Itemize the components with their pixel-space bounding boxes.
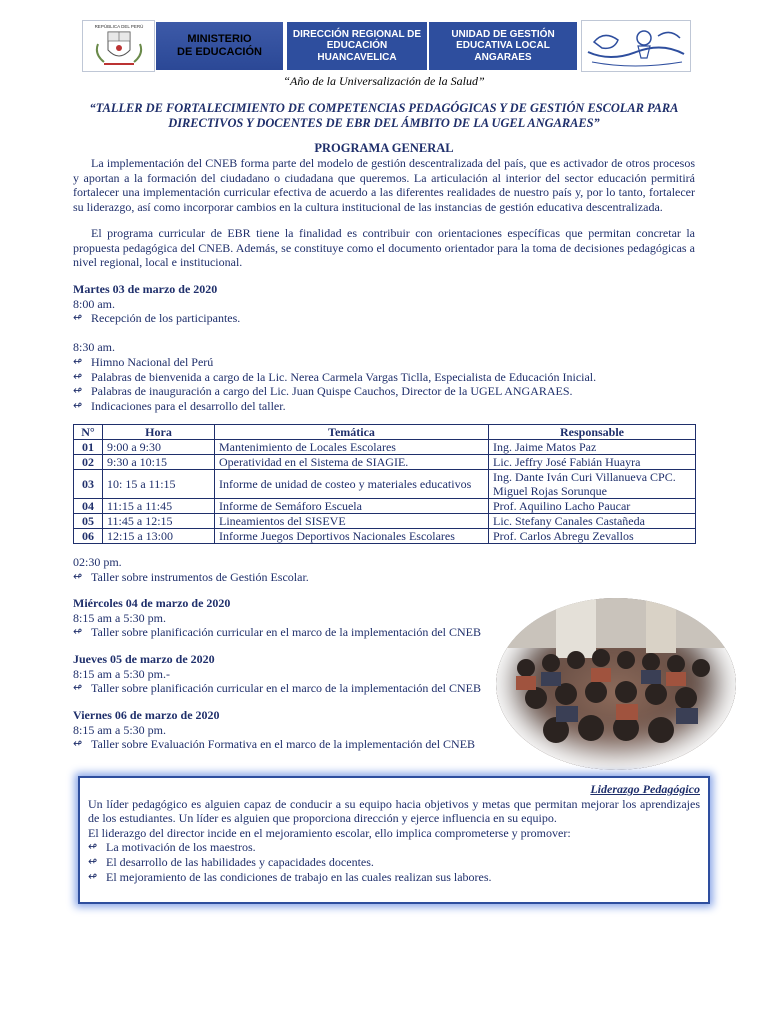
cell-responsable: Ing. Dante Iván Curi Villanueva CPC. Miguel Rojas Sorunque (489, 470, 696, 499)
cell-tematica: Operatividad en el Sistema de SIAGIE. (215, 455, 489, 470)
dre-line-1: DIRECCIÓN REGIONAL DE (292, 28, 422, 40)
arrow-bullet-icon: ↫ (73, 369, 83, 383)
day3-title: Jueves 05 de marzo de 2020 (73, 652, 215, 666)
program-heading: PROGRAMA GENERAL (314, 141, 454, 155)
list-item (73, 681, 481, 696)
list-item-text: El desarrollo de las habilidades y capacidades docentes. (106, 854, 374, 869)
intro-paragraph-1: La implementación del CNEB forma parte del modelo de gestión descentralizada del país, que es activador de otros procesos y aportan a la formación del ciudadano o ciudadana que queremos. La articulación al interior del sector educación permitirá fortalecer una implementación curricular efectiva de acuerdo a las diferentes realidades de nuestro país y, por lo tanto, fortalecer su liderazgo, así como incorporar cambios en la cultura institucional de las instancias de gestión educativa descentralizada. (73, 156, 695, 214)
list-item (88, 870, 700, 885)
list-item (73, 311, 596, 326)
arrow-bullet-icon: ↫ (73, 737, 83, 751)
list-item-text: Himno Nacional del Perú (91, 354, 214, 369)
list-item-text: Recepción de los participantes. (91, 311, 241, 326)
table-row (74, 440, 696, 455)
day4-section (73, 708, 475, 752)
list-item-text: Palabras de bienvenida a cargo de la Lic. Nerea Carmela Vargas Ticlla, Especialista de Educación Inicial. (91, 369, 597, 384)
arrow-bullet-icon: ↫ (73, 354, 83, 368)
list-item (73, 355, 596, 370)
cell-hora: 12:15 a 13:00 (103, 529, 215, 544)
cell-no: 04 (74, 499, 103, 514)
list-item-text: El mejoramiento de las condiciones de trabajo en las cuales realizan sus labores. (106, 869, 492, 884)
cell-hora: 11:45 a 12:15 (103, 514, 215, 529)
title-line-1: “TALLER DE FORTALECIMIENTO DE COMPETENCIAS PEDAGÓGICAS Y DE GESTIÓN ESCOLAR PARA (89, 101, 679, 115)
list-item-text: Taller sobre instrumentos de Gestión Escolar. (91, 569, 309, 584)
arrow-bullet-icon: ↫ (88, 869, 98, 883)
ugel-line-2: EDUCATIVA LOCAL (456, 40, 550, 52)
day3-section (73, 652, 481, 696)
table-row (74, 499, 696, 514)
cell-responsable: Ing. Jaime Matos Paz (489, 440, 696, 455)
cell-responsable: Lic. Jeffry José Fabián Huayra (489, 455, 696, 470)
list-item-text: Taller sobre planificación curricular en el marco de la implementación del CNEB (91, 625, 481, 640)
schedule-table (73, 424, 696, 544)
day1-title: Martes 03 de marzo de 2020 (73, 282, 218, 296)
day2-title: Miércoles 04 de marzo de 2020 (73, 596, 231, 610)
huancavelica-emblem-icon (581, 20, 691, 72)
day1-time-1: 8:00 am. (73, 296, 115, 311)
letterhead (82, 20, 694, 72)
leadership-text-1: Un líder pedagógico es alguien capaz de conducir a su equipo hacia objetivos y metas que permitan mejorar los aprendizajes de los estudiantes. Un líder es alguien que proporciona dirección y ejerce influencia en su equipo. (88, 796, 700, 826)
ugel-box (429, 22, 577, 70)
arrow-bullet-icon: ↫ (88, 854, 98, 868)
cell-tematica: Informe Juegos Deportivos Nacionales Escolares (215, 529, 489, 544)
arrow-bullet-icon: ↫ (73, 569, 83, 583)
peru-coat-of-arms-icon (82, 20, 155, 72)
list-item-text: La motivación de los maestros. (106, 840, 256, 855)
intro-paragraph-2: El programa curricular de EBR tiene la finalidad es contribuir con orientaciones específicas que permitan concretar la propuesta pedagógica del CNEB. Además, se constituye como el documento orientador para la toma de decisiones pedagógicas a nivel regional, local e institucional. (73, 226, 695, 270)
table-row (74, 529, 696, 544)
day1-section (73, 282, 596, 413)
arrow-bullet-icon: ↫ (73, 625, 83, 639)
day4-time: 8:15 am a 5:30 pm. (73, 722, 166, 737)
year-motto: “Año de la Universalización de la Salud” (283, 74, 485, 88)
cell-tematica: Informe de Semáforo Escuela (215, 499, 489, 514)
table-row (74, 514, 696, 529)
list-item (73, 399, 596, 414)
cell-responsable: Lic. Stefany Canales Castañeda (489, 514, 696, 529)
arrow-bullet-icon: ↫ (88, 840, 98, 854)
ministerio-line-1: MINISTERIO (187, 33, 252, 46)
arrow-bullet-icon: ↫ (73, 311, 83, 325)
day4-title: Viernes 06 de marzo de 2020 (73, 708, 220, 722)
list-item-text: Indicaciones para el desarrollo del taller. (91, 398, 286, 413)
direccion-regional-box (287, 22, 427, 70)
table-header-row (74, 425, 696, 440)
dre-line-2: EDUCACIÓN (326, 40, 388, 52)
list-item (73, 625, 481, 640)
cell-no: 06 (74, 529, 103, 544)
table-row (74, 455, 696, 470)
list-item (73, 570, 309, 585)
cell-responsable: Prof. Carlos Abregu Zevallos (489, 529, 696, 544)
col-header-tematica: Temática (215, 425, 489, 440)
col-header-no: N° (74, 425, 103, 440)
cell-hora: 9:00 a 9:30 (103, 440, 215, 455)
table-row (74, 470, 696, 499)
ugel-line-1: UNIDAD DE GESTIÓN (451, 28, 555, 40)
list-item-text: Palabras de inauguración a cargo del Lic. Juan Quispe Cauchos, Director de la UGEL ANGARAES. (91, 384, 573, 399)
day3-time: 8:15 am a 5:30 pm.- (73, 666, 170, 681)
list-item (73, 370, 596, 385)
ministerio-line-2: DE EDUCACIÓN (177, 46, 262, 58)
workshop-title (80, 101, 688, 130)
title-line-2: DIRECTIVOS Y DOCENTES DE EBR DEL ÁMBITO DE LA UGEL ANGARAES” (168, 115, 600, 130)
list-item (73, 737, 475, 752)
cell-hora: 10: 15 a 11:15 (103, 470, 215, 499)
dre-line-3: HUANCAVELICA (317, 51, 397, 63)
ministerio-box (156, 22, 283, 70)
list-item (88, 855, 700, 870)
cell-no: 05 (74, 514, 103, 529)
afternoon-time: 02:30 pm. (73, 555, 122, 569)
cell-no: 03 (74, 470, 103, 499)
afternoon-section (73, 555, 309, 584)
cell-tematica: Lineamientos del SISEVE (215, 514, 489, 529)
cell-no: 01 (74, 440, 103, 455)
arrow-bullet-icon: ↫ (73, 398, 83, 412)
leadership-title: Liderazgo Pedagógico (590, 782, 700, 796)
arrow-bullet-icon: ↫ (73, 681, 83, 695)
leadership-box (78, 776, 710, 904)
col-header-responsable: Responsable (489, 425, 696, 440)
cell-tematica: Mantenimiento de Locales Escolares (215, 440, 489, 455)
arrow-bullet-icon: ↫ (73, 384, 83, 398)
workshop-audience-photo (496, 598, 736, 770)
list-item (88, 840, 700, 855)
list-item (73, 384, 596, 399)
day1-time-2: 8:30 am. (73, 340, 115, 355)
col-header-hora: Hora (103, 425, 215, 440)
cell-tematica: Informe de unidad de costeo y materiales educativos (215, 470, 489, 499)
day2-section (73, 596, 481, 640)
day2-time: 8:15 am a 5:30 pm. (73, 610, 166, 625)
cell-hora: 11:15 a 11:45 (103, 499, 215, 514)
cell-hora: 9:30 a 10:15 (103, 455, 215, 470)
ugel-line-3: ANGARAES (474, 51, 532, 63)
list-item-text: Taller sobre planificación curricular en el marco de la implementación del CNEB (91, 681, 481, 696)
cell-responsable: Prof. Aquilino Lacho Paucar (489, 499, 696, 514)
list-item-text: Taller sobre Evaluación Formativa en el marco de la implementación del CNEB (91, 737, 476, 752)
leadership-text-2: El liderazgo del director incide en el mejoramiento escolar, ello implica comprometerse y promover: (88, 825, 571, 840)
cell-no: 02 (74, 455, 103, 470)
logo-label: REPÚBLICA DEL PERÚ (94, 24, 143, 29)
